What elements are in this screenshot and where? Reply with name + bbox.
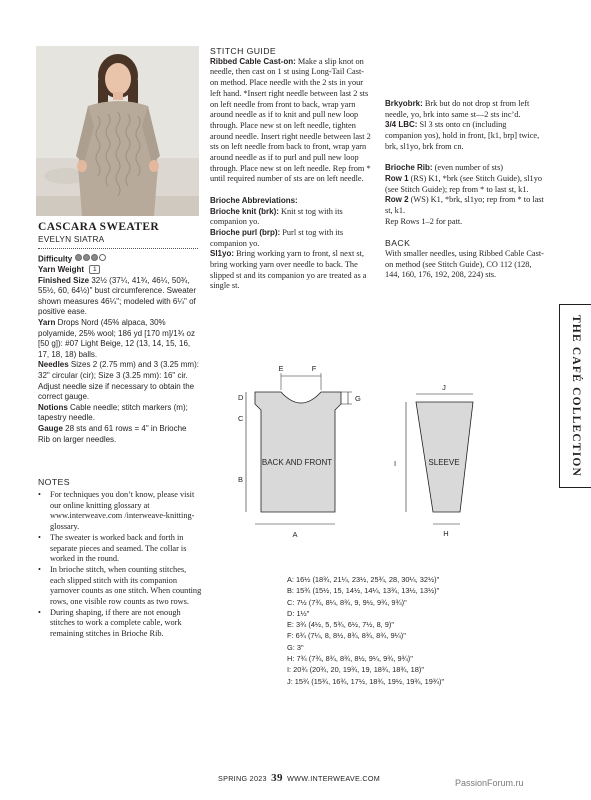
measurement-g: G: 3" [287,642,304,652]
yarn-row [38,318,200,360]
finished-size-text: 32½ (37¼, 41¾, 46¼, 50¾, 55½, 60, 64½)" bust circumference. Sweater shown measures 46¼"; modeled with 6¼" of positive ease. [38,275,197,317]
yarn-text: Drops Nord (45% alpaca, 30% polyamide, 25% wool; 186 yd [170 m]/1¾ oz [50 g]): #07 Light Beige, 12 (13, 14, 15, 16, 17, 18, 18) balls. [38,317,195,359]
lbc-text: Sl 3 sts onto cn (including companion yos), hold in front, [k1, brp] twice, brk, sl1yo, brk from cn. [385,120,540,151]
difficulty-rating [74,254,106,265]
sleeve-label: SLEEVE [428,458,460,467]
brk-instruction [210,207,372,228]
finished-size-label: Finished Size [38,275,90,285]
gauge-label: Gauge [38,423,63,433]
title-divider [38,248,198,249]
brk-text: Knit st tog with its companion yo. [210,206,343,227]
cast-on-instruction [210,57,372,185]
lbc-instruction [385,120,545,152]
page-number: 39 [271,772,283,784]
list-item: • During shaping, if there are not enough stitches to work a complete cable, work remaining stitches in Brioche Rib. [38,608,203,640]
brioche-rib-label: Brioche Rib: [385,163,433,173]
back-front-piece [255,392,341,512]
measurement-i: I: 20¾ (20¾, 20, 19¾, 19, 18¾, 18¾, 18)" [287,665,424,675]
brp-instruction [210,228,372,249]
cast-on-text: Make a slip knot on needle, then cast on 1 st using Long-Tail Cast-on method. Place needle with the 2 sts in your left hand. *Insert right needle between last 2 sts on left needle from front to back, wrap yarn around needle as if to knit and pull new loop through. Place new st on left needle, tighten around needle. Insert right needle between last 2 sts on left needle from back to front, wrap yarn around needle as if to purl and pull new loop through. Place new st on left needle. Rep from * until required number of sts are on left needle. [210,56,371,184]
yarn-weight-icon: 1 [89,265,100,274]
spacer [385,227,545,238]
list-item: • For techniques you don’t know, please visit our online knitting glossary at www.interweave.com /interweave-knitting-glossary. [38,490,203,533]
section-tab-label: THE CAFÉ COLLECTION [569,314,582,478]
brkyobrk-text: Brk but do not drop st from left needle, yo, brk into same st—2 sts inc’d. [385,99,530,119]
stitch-guide-heading: STITCH GUIDE [210,46,277,56]
pattern-specs [38,254,200,445]
schematic-diagram [228,362,488,542]
measurement-f: F: 6¾ (7¼, 8, 8½, 8¾, 8¾, 8¾, 9¼)" [287,631,406,641]
page-footer [218,772,380,784]
row1-instruction [385,174,545,195]
measurement-c: C: 7½ (7¾, 8¼, 8¾, 9, 9½, 9¾, 9¾)" [287,597,407,607]
dim-label-a: A [292,530,298,539]
model-photo [36,46,199,216]
spacer [210,185,372,196]
measurement-e: E: 3¾ (4½, 5, 5¾, 6½, 7½, 8, 9)" [287,620,394,630]
watermark: PassionForum.ru [455,778,524,788]
cast-on-label: Ribbed Cable Cast-on: [210,56,296,66]
finished-size-row [38,276,200,318]
pattern-title: CASCARA SWEATER [38,221,160,233]
designer-name: EVELYN SIATRA [38,234,105,244]
dim-label-g: G [355,394,361,403]
list-item: • In brioche stitch, when counting stitches, each slipped stitch with its companion yarnover counts as one stitch. When counting rows, one visible row counts as two rows. [38,565,203,608]
row2-text: (WS) K1, *brk, sl1yo; rep from * to last st, k1. [385,195,544,216]
back-heading: BACK [385,238,411,249]
measurements-list [287,574,537,687]
list-item: • The sweater is worked back and forth in separate pieces and seamed. The collar is worked in the round. [38,533,203,565]
back-front-label: BACK AND FRONT [261,458,333,467]
difficulty-dot-filled [75,254,82,261]
measurement-b: B: 15¾ (15½, 15, 14½, 14¼, 13¾, 13½, 13½)" [287,586,440,596]
sl1yo-instruction [210,249,372,292]
row1-text: (RS) K1, *brk (see Stitch Guide), sl1yo (see Stitch Guide); rep from * to last st, k1. [385,173,542,194]
needles-label: Needles [38,360,69,370]
yarn-label: Yarn [38,317,56,327]
needles-text: Sizes 2 (2.75 mm) and 3 (3.25 mm): 32" circular (cir); Size 3 (3.25 mm): 16" cir. Adjust needle size if necessary to obtain the correct gauge. [38,360,199,402]
notes-heading: NOTES [38,477,70,487]
brioche-rib-heading [385,163,545,174]
dim-label-f: F [311,364,317,373]
back-instruction: With smaller needles, using Ribbed Cable Cast-on method (see Stitch Guide), CO 112 (128, 144, 160, 176, 192, 208, 224) sts. [385,248,544,280]
difficulty-label: Difficulty [38,254,73,264]
site-url: WWW.INTERWEAVE.COM [287,774,381,783]
dim-label-j: J [442,383,446,392]
brkyobrk-instruction [385,99,545,120]
measurement-h: H: 7¾ (7¾, 8¾, 8¾, 8½, 9¼, 9¾, 9¾)" [287,654,413,664]
dim-label-h: H [443,529,449,538]
brp-text: Purl st tog with its companion yo. [210,227,344,248]
brkyobrk-label: Brkyobrk: [385,99,423,108]
notions-text: Cable needle; stitch markers (m); tapestry needle. [38,402,188,423]
section-tab [559,304,591,488]
difficulty-row [38,254,200,265]
notes-list [38,490,203,640]
yarn-weight-row [38,265,200,276]
issue-label: SPRING 2023 [218,774,267,783]
brioche-abbreviations-heading [210,196,372,207]
dim-label-c: C [238,414,244,423]
needles-row [38,360,200,402]
stitch-guide-column [210,46,372,292]
stitch-guide-continued-column [385,46,545,281]
row2-instruction [385,195,545,216]
notions-row [38,403,200,424]
row2-label: Row 2 [385,195,409,205]
gauge-row [38,424,200,445]
model-illustration [36,46,199,216]
brk-label: Brioche knit (brk): [210,206,279,216]
abbreviations-label: Brioche Abbreviations: [210,195,298,205]
dim-label-b: B [238,475,244,484]
brp-label: Brioche purl (brp): [210,227,281,237]
yarn-weight-label: Yarn Weight [38,265,85,274]
brioche-rib-note: (even number of sts) [434,163,504,173]
difficulty-dot-filled [83,254,90,261]
lbc-label: 3/4 LBC: [385,120,418,130]
measurement-a: A: 16½ (18¾, 21¼, 23½, 25¾, 28, 30¼, 32½)" [287,575,440,584]
difficulty-dot-filled [91,254,98,261]
repeat-instruction: Rep Rows 1–2 for patt. [385,216,463,226]
difficulty-dot-empty [99,254,106,261]
measurement-d: D: 1½" [287,608,310,618]
sleeve-piece [416,402,473,512]
measurement-j: J: 15¾ (15¾, 16¾, 17½, 18¾, 19½, 19¾, 19¾)" [287,676,445,686]
sl1yo-label: Sl1yo: [210,249,235,259]
row1-label: Row 1 [385,173,409,183]
gauge-text: 28 sts and 61 rows = 4" in Brioche Rib on larger needles. [38,423,187,444]
sl1yo-text: Bring working yarn to front, sl next st, bring working yarn over needle to back. The slipped st and its companion yo are treated as a single st. [210,249,367,291]
spacer [385,153,545,164]
dim-label-i: I [394,459,397,468]
dim-label-d: D [238,393,244,402]
dim-label-e: E [278,364,284,373]
notions-label: Notions [38,402,68,412]
